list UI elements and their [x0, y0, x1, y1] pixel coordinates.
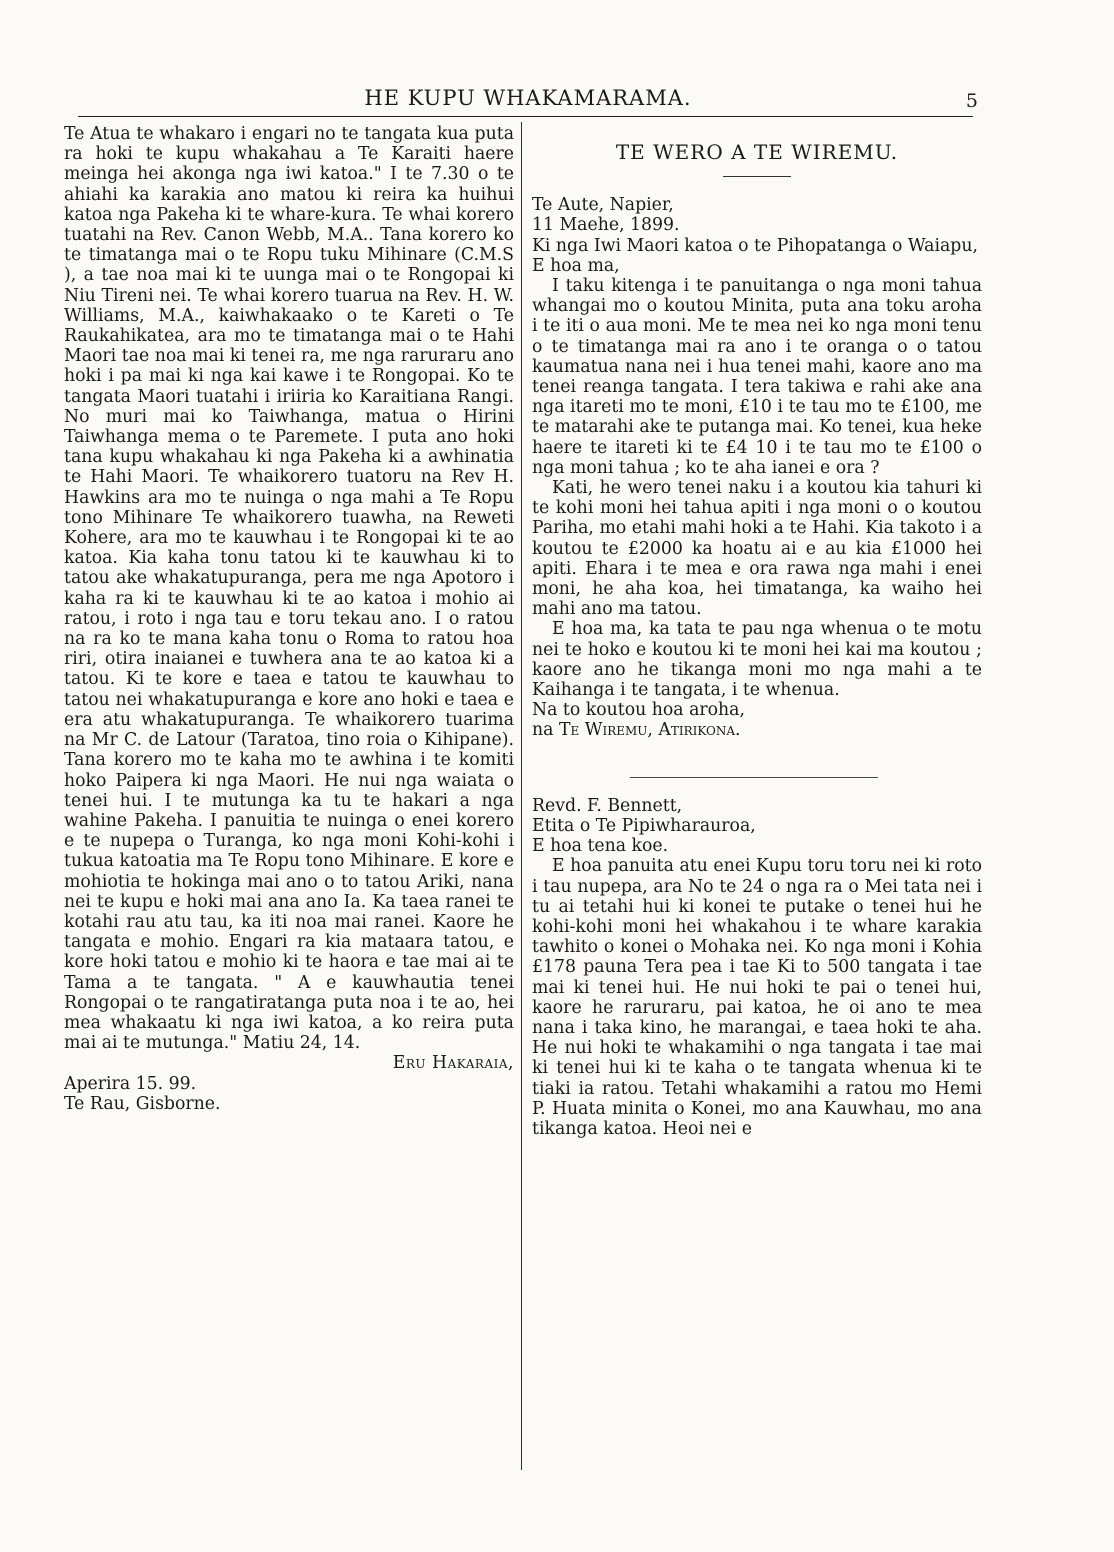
left-paragraph: Te Atua te whakaro i engari no te tangata kua puta ra hoki te kupu whakahau a Te Karaiti haere meinga hei akonga nga iwi katoa." I te 7.30 o te ahiahi ka karakia ano matou ki reira ka huihui katoa nga Pakeha ki te whare-kura. Te whai korero tuatahi na Rev. Canon Webb, M.A.. Tana korero ko te timatanga mai o te Ropu tuku Mihinare (C.M.S ), a tae noa mai ki te uunga mai o te Rongopai ki Niu Tireni nei. Te whai korero tuarua na Rev. H. W. Williams, M.A., kaiwhakaako o te Kareti o Te Raukahikatea, ara mo te timatanga mai o te Hahi Maori tae noa mai ki tenei ra, me nga raruraru ano hoki i pa mai ki nga kai kawe i te Rongopai. Ko te tangata Maori tuatahi i iriiria ko Karaitiana Rangi. No muri mai ko Taiwhanga, matua o Hirini Taiwhanga mema o te Paremete. I puta ano hoki tana kupu whakahau ki nga Pakeha ki a awhinatia te Hahi Maori. Te whaikorero tuatoru na Rev H. Hawkins ara mo te nuinga o nga mahi a Te Ropu tono Mihinare Te whaikorero tuawha, na Reweti Kohere, ara mo te kauwhau i te Rongopai ki te ao katoa. Kia kaha tonu tatou ki te kauwhau ki to tatou ake whakatupuranga, pera me nga Apotoro i kaha ra ki te kauwhau ki te ao katoa i mohio ai ratou, i roto i nga tau e toru tekau ano. I o ratou na ra ko te mana kaha tonu o Roma to ratou hoa riri, otira inaianei e tuwhera ana te ao katoa ki a tatou. Ki te kore e taea e tatou te kauwhau to tatou nei whakatupuranga e kore ano hoki e taea e era atu whakatupuranga. Te whaikorero tuarima na Mr C. de Latour (Taratoa, tino roia o Kihipane). Tana korero mo te kaha mo te awhina i te komiti hoko Paipera ki nga Maori. He nui nga waiata o tenei hui. I te mutunga ka tu te hakari a nga wahine Pakeha. I panuitia te nuinga o enei korero e te nupepa o Turanga, ko nga moni Kohi-kohi i tukua katoatia ma Te Ropu tono Mihinare. E kore e mohiotia te hokinga mai ano o to tatou Ariki, nana nei te kupu e hoki mai ana ano Ia. Ka taea ranei te kotahi rau atu tau, ka iti noa mai ranei. Kaore he tangata e mohio. Engari ra kia mataara tatou, e kore hoki tatou e mohio ki te haora e tae mai ai te Tama a te tangata. " A e kauwhautia tenei Rongopai o te rangatiratanga puta noa i te ao, hei mea whakaatu ki nga iwi katoa, a ko reira puta mai ai te mutunga." Matiu 24, 14. [64, 124, 514, 1054]
letter2-salutation: E hoa tena koe. [532, 836, 669, 857]
running-head: HE KUPU WHAKAMARAMA. [364, 86, 692, 110]
page-number: 5 [965, 90, 978, 112]
letter-date: 11 Maehe, 1899. [532, 215, 680, 236]
letter-title: TE WERO A TE WIREMU. [615, 140, 899, 164]
title-dash [723, 176, 791, 177]
left-signature: Eru Hakaraia, [392, 1053, 514, 1074]
letter-paragraph-2: Kati, he wero tenei naku i a koutou kia tahuri ki te kohi moni hei tahua apiti i nga moni o o koutou Pariha, mo etahi mahi hoki a te Hahi. Kia takoto i a koutou te £2000 ka hoatu ai e au kia £1000 hei apiti. Ehara i te mea e ora rawa nga mahi i enei moni, he aha koa, hei timatanga, ka waiho hei mahi ano ma tatou. [532, 478, 982, 620]
letter-paragraph-3: E hoa ma, ka tata te pau nga whenua o te motu nei te hoko e koutou ki te moni hei kai ma koutou ; kaore ano he tikanga moni mo nga mahi a te Kaihanga i te tangata, i te whenua. [532, 619, 982, 701]
letter-paragraph-1: I taku kitenga i te panuitanga o nga moni tahua whangai mo o koutou Minita, puta ana toku aroha i te iti o aua moni. Me te mea nei ko nga moni tenu o te timatanga mai ra ano i te oranga o o tatou kaumatua nana nei i hua tenei mahi, kaore ano ma tenei reanga tangata. I tera takiwa e rahi ake ana nga itareti mo te moni, £10 i te tau mo te £100, me te matarahi ake te putanga mai. Ko tenei, kua heke haere te itareti ki te £4 10 i te tau mo te £100 o nga moni tahua ; ko te aha ianei e ora ? [532, 276, 982, 478]
left-place: Te Rau, Gisborne. [64, 1093, 221, 1114]
letter2-recipient: Revd. F. Bennett, [532, 795, 683, 816]
letter-signature [532, 720, 982, 740]
section-separator [630, 777, 878, 778]
left-date: Aperira 15. 99. [64, 1073, 197, 1094]
left-column [64, 124, 514, 1114]
signature-prefix: na [532, 720, 554, 741]
header-rule [78, 116, 973, 117]
letter2-recipient-title: Etita o Te Pipiwharauroa, [532, 815, 756, 836]
page-header [78, 86, 978, 116]
column-rule [521, 122, 522, 1470]
signature-name: Te Wiremu, Atirikona. [558, 720, 741, 741]
right-column [532, 124, 982, 1139]
letter-closing: Na to koutou hoa aroha, [532, 700, 745, 721]
letter-salutation: E hoa ma, [532, 255, 620, 276]
letter2-paragraph: E hoa panuita atu enei Kupu toru toru nei ki roto i tau nupepa, ara No te 24 o nga ra o Mei tata nei i tu ai tetahi hui ki konei te putake o tenei hui he kohi-kohi moni hei whakahou i te whare karakia tawhito o konei o Mohaka nei. Ko nga moni i Kohia £178 pauna Tera pea i tae Ki to 500 tangata i tae mai ki tenei hui. He nui hoki te pai o tenei hui, kaore he raruraru, pai katoa, he oi ano te mea nana i taka kino, he marangai, e taea hoki te aha. He nui hoki te whakamihi o nga tangata i tae mai ki tenei hui ki te kaha o te tangata whenua ki te tiaki ia ratou. Tetahi whakamihi a ratou mo Hemi P. Huata minita o Konei, mo ana Kauwhau, mo ana tikanga katoa. Heoi nei e [532, 856, 982, 1139]
letter-address: Te Aute, Napier, [532, 195, 674, 216]
letter-recipient: Ki nga Iwi Maori katoa o te Pihopatanga o Waiapu, [532, 235, 978, 256]
